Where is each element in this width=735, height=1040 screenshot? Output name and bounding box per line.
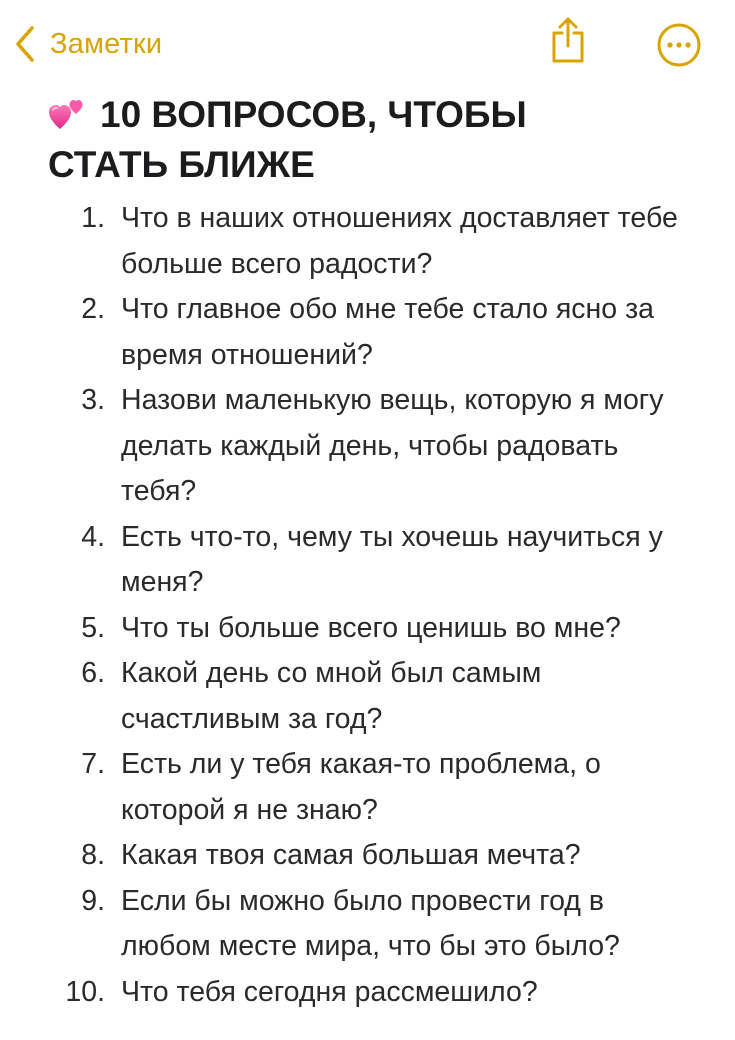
- list-item-text: Какая твоя самая большая мечта?: [121, 839, 581, 871]
- note-title-block: [48, 90, 708, 190]
- list-item: [0, 606, 735, 652]
- list-item-number: 6.: [81, 657, 105, 689]
- back-button[interactable]: [14, 22, 162, 66]
- share-button[interactable]: [549, 15, 587, 65]
- list-item-number: 1.: [81, 202, 105, 234]
- note-title: [48, 90, 708, 190]
- more-button[interactable]: [656, 22, 702, 68]
- list-item: [0, 879, 735, 970]
- list-item-text: Есть ли у тебя какая-то проблема, о которой я не знаю?: [121, 748, 601, 826]
- two-hearts-emoji-icon: [48, 94, 86, 128]
- list-item-number: 7.: [81, 748, 105, 780]
- more-ellipsis-icon: [656, 22, 702, 68]
- share-icon: [549, 15, 587, 65]
- list-item-text: Что ты больше всего ценишь во мне?: [121, 611, 621, 644]
- list-item: [0, 651, 735, 742]
- list-item-text: Что тебя сегодня рассмешило?: [121, 975, 538, 1008]
- list-item-text: Какой день со мной был самым счастливым за год?: [121, 657, 542, 735]
- list-item-number: 10.: [65, 975, 105, 1008]
- list-item-number: 9.: [81, 884, 105, 917]
- list-item-text: Есть что-то, чему ты хочешь научиться у меня?: [121, 520, 663, 598]
- list-item-text: Что главное обо мне тебе стало ясно за время отношений?: [121, 293, 654, 371]
- list-item-number: 8.: [81, 839, 105, 871]
- note-title-line2: СТАТЬ БЛИЖЕ: [48, 144, 315, 185]
- question-list: [0, 196, 735, 1015]
- chevron-left-icon: [14, 22, 40, 66]
- list-item: [0, 742, 735, 833]
- list-item-number: 4.: [81, 520, 105, 553]
- list-item-number: 5.: [81, 611, 105, 644]
- note-title-line1: 10 ВОПРОСОВ, ЧТОБЫ: [100, 94, 527, 135]
- list-item-text: Если бы можно было провести год в любом месте мира, что бы это было?: [121, 884, 620, 962]
- list-item-number: 2.: [81, 293, 105, 325]
- navigation-bar: [0, 0, 735, 90]
- list-item: [0, 378, 735, 515]
- list-item: [0, 970, 735, 1016]
- list-item: [0, 515, 735, 606]
- list-item: [0, 287, 735, 378]
- list-item-text: Что в наших отношениях доставляет тебе больше всего радости?: [121, 202, 678, 280]
- list-item: [0, 833, 735, 879]
- list-item-text: Назови маленькую вещь, которую я могу делать каждый день, чтобы радовать тебя?: [121, 384, 664, 507]
- back-button-label: Заметки: [50, 27, 163, 60]
- list-item-number: 3.: [81, 384, 105, 416]
- list-item: [0, 196, 735, 287]
